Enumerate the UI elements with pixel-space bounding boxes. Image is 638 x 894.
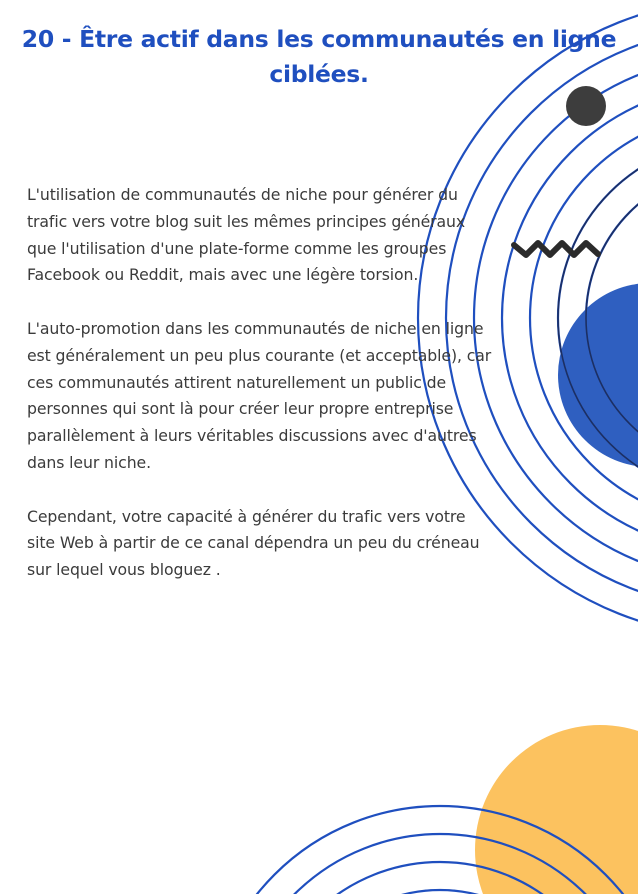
orange-circle <box>475 725 638 894</box>
paragraph-2: L'auto-promotion dans les communautés de niche en ligne est généralement un peu plus courante (et acceptable), car ces communautés attirent naturellement un public de personnes qui sont là pour créer leur propre entreprise parallèlement à leurs véritables discussions avec d'autres dans leur niche. <box>27 318 492 472</box>
body-text <box>27 182 497 584</box>
zigzag-line <box>514 243 598 255</box>
paragraph-3: Cependant, votre capacité à générer du trafic vers votre site Web à partir de ce canal dépendra un peu du créneau sur lequel vous bloguez . <box>27 506 480 580</box>
dark-dot <box>566 86 606 126</box>
page-title: 20 - Être actif dans les communautés en ligne ciblées. <box>21 25 617 88</box>
paragraph-1: L'utilisation de communautés de niche pour générer du trafic vers votre blog suit les mêmes principes généraux que l'utilisation d'une plate-forme comme les groupes Facebook ou Reddit, mais avec une légère torsion. <box>27 185 466 285</box>
